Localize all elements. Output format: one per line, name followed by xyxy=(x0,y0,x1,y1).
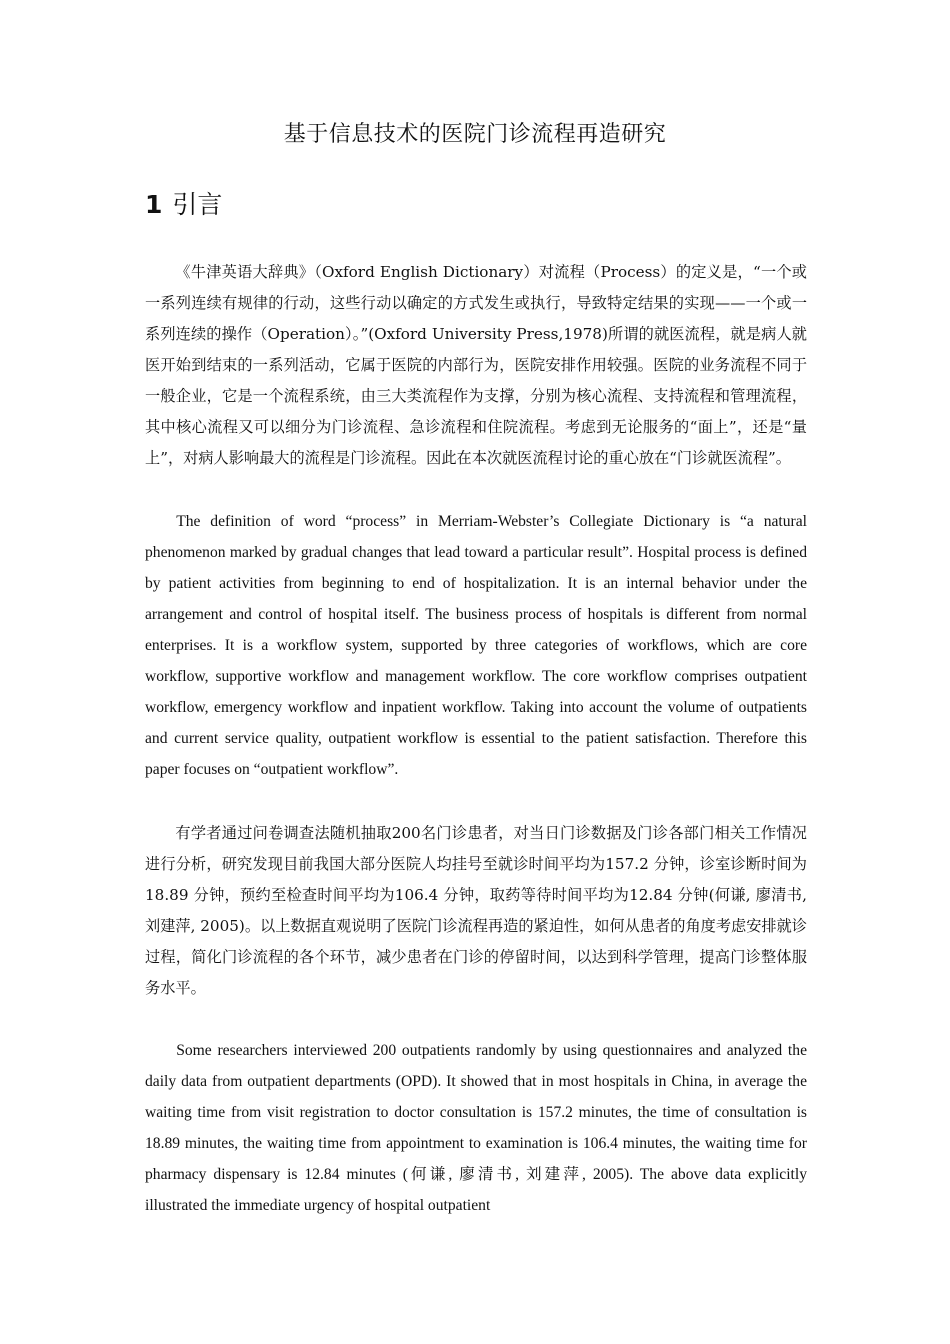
document-title: 基于信息技术的医院门诊流程再造研究 xyxy=(283,122,667,147)
paragraph-chinese-intro: 《牛津英语大辞典》（Oxford English Dictionary）对流程（Process）的定义是，“一个或一系列连续有规律的行动，这些行动以确定的方式发生或执行，导致特定结果的实现——一个或一系列连续的操作（Operation）。”(Oxford University Press,1978)所谓的就医流程，就是病人就医开始到结束的一系列活动，它属于医院的内部行为，医院安排作用较强。医院的业务流程不同于一般企业，它是一个流程系统，由三大类流程作为支撑，分别为核心流程、支持流程和管理流程，其中核心流程又可以细分为门诊流程、急诊流程和住院流程。考虑到无论服务的“面上”，还是“量上”，对病人影响最大的流程是门诊流程。因此在本次就医流程讨论的重心放在“门诊就医流程”。 xyxy=(145,263,807,467)
section-number: 1 xyxy=(145,190,163,219)
section-heading xyxy=(145,188,222,222)
paragraph-english-survey: Some researchers interviewed 200 outpatients randomly by using questionnaires and analyzed the daily data from outpatient departments (OPD). It showed that in most hospitals in China, in average the waiting time from visit registration to doctor consultation is 157.2 minutes, the time of consultation is 18.89 minutes, the waiting time from appointment to examination is 106.4 minutes, the waiting time for pharmacy dispensary is 12.84 minutes (何谦, 廖清书, 刘建萍, 2005). The above data explicitly illustrated the immediate urgency of hospital outpatient xyxy=(145,1042,807,1214)
section-title: 引言 xyxy=(172,190,223,219)
paragraph-chinese-survey: 有学者通过问卷调查法随机抽取200名门诊患者，对当日门诊数据及门诊各部门相关工作情况进行分析，研究发现目前我国大部分医院人均挂号至就诊时间平均为157.2 分钟，诊室诊断时间为18.89 分钟，预约至检查时间平均为106.4 分钟，取药等待时间平均为12.84 分钟(何谦, 廖清书, 刘建萍, 2005)。以上数据直观说明了医院门诊流程再造的紧迫性，如何从患者的角度考虑安排就诊过程，简化门诊流程的各个环节，减少患者在门诊的停留时间，以达到科学管理，提高门诊整体服务水平。 xyxy=(145,824,807,997)
paragraph-english-intro: The definition of word “process” in Merriam-Webster’s Collegiate Dictionary is “a natural phenomenon marked by gradual changes that lead toward a particular result”. Hospital process is defined by patient activities from beginning to end of hospitalization. It is an internal behavior under the arrangement and control of hospital itself. The business process of hospitals is different from normal enterprises. It is a workflow system, supported by three categories of workflows, which are core workflow, supportive workflow and management workflow. The core workflow comprises outpatient workflow, emergency workflow and inpatient workflow. Taking into account the volume of outpatients and current service quality, outpatient workflow is essential to the patient satisfaction. Therefore this paper focuses on “outpatient workflow”. xyxy=(145,513,807,778)
